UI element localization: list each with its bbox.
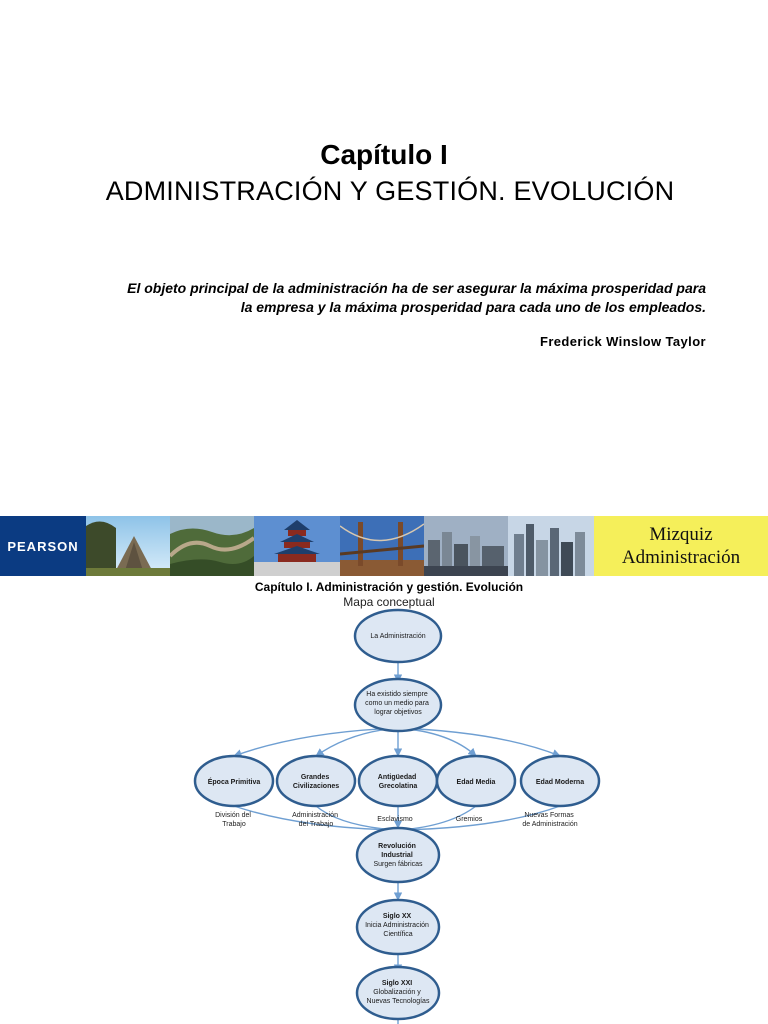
chapter-subtitle: ADMINISTRACIÓN Y GESTIÓN. EVOLUCIÓN <box>105 176 675 206</box>
node-root-label: La Administración <box>370 633 426 640</box>
note-nuevas-formas: Nuevas Formas de Administración <box>522 812 578 828</box>
quote-line-2: la empresa y la máxima prosperidad para cada uno de los empleados. <box>240 299 706 315</box>
book-title: Administración <box>621 547 741 568</box>
note-division: División del Trabajo <box>215 812 251 828</box>
node-grandes-civilizaciones-label: Grandes Civilizaciones <box>292 774 340 790</box>
node-antiguedad-label: Antigüedad Grecolatina <box>377 774 418 790</box>
note-admin-trabajo: Administración del Trabajo <box>292 812 338 828</box>
node-epoca-primitiva-label: Época Primitiva <box>207 779 261 786</box>
node-edad-moderna-label: Edad Moderna <box>535 779 585 786</box>
node-siglo-xx-label: Siglo XX Inicia Administración Científica <box>365 913 429 938</box>
node-grandes-civilizaciones <box>277 756 355 806</box>
diagram-subtitle: Mapa conceptual <box>343 595 435 609</box>
quote-line-1: El objeto principal de la administración ha de ser asegurar la máxima prosperidad para <box>127 280 706 296</box>
node-medio-label: Ha existido siempre como un medio para lograr objetivos <box>365 691 429 716</box>
node-revolucion-label: Revolución Industrial Surgen fábricas <box>373 843 423 868</box>
quote-author: Frederick Winslow Taylor <box>539 334 706 349</box>
note-gremios: Gremios <box>455 816 483 823</box>
book-author: Mizquiz <box>649 524 713 545</box>
note-esclavismo: Esclavismo <box>377 816 413 823</box>
pearson-logo: PEARSON <box>0 516 86 576</box>
node-edad-media-label: Edad Media <box>456 779 496 786</box>
diagram-title: Capítulo I. Administración y gestión. Evolución <box>254 580 524 594</box>
node-antiguedad <box>359 756 437 806</box>
node-siglo-xxi-label: Siglo XXI Globalización y Nuevas Tecnologías <box>366 980 430 1005</box>
chapter-title: Capítulo I <box>320 139 448 170</box>
